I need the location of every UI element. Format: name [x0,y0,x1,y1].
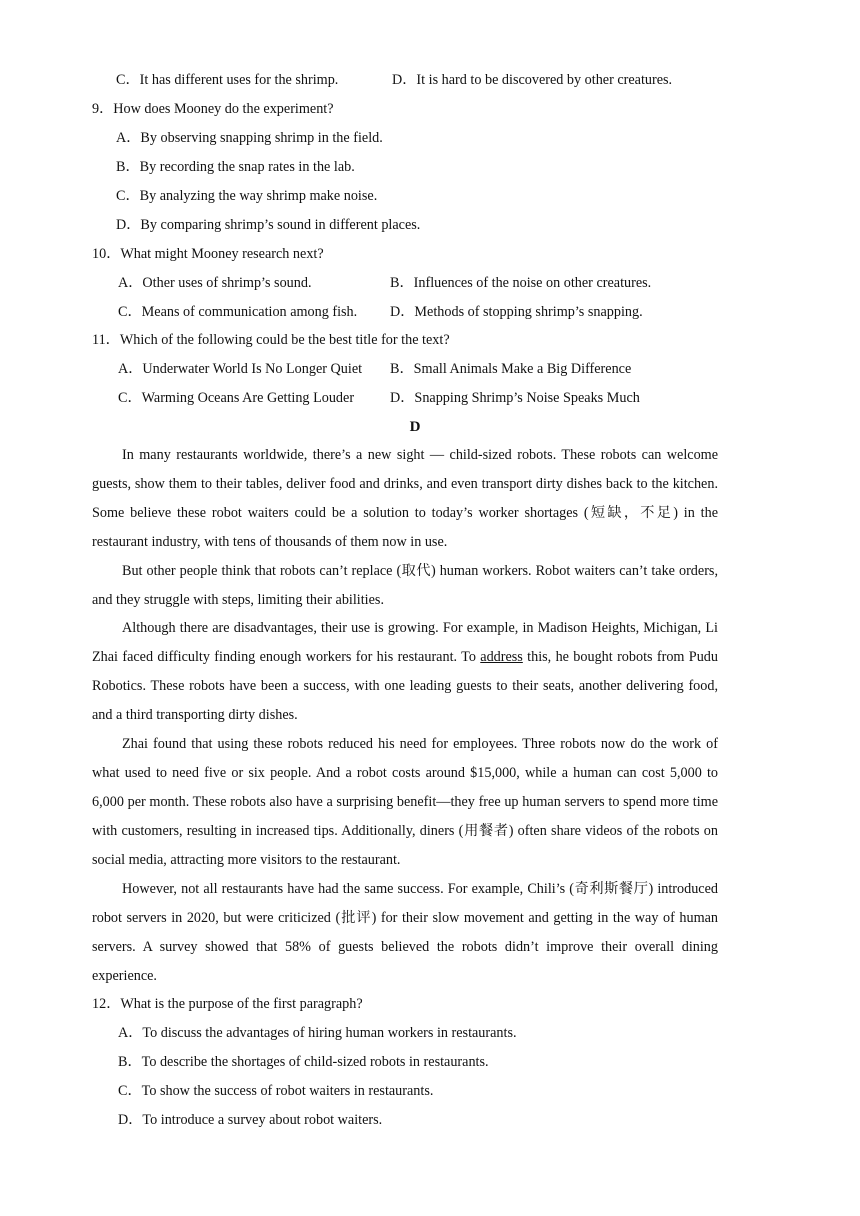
underlined-word: address [480,649,523,665]
passage-paragraph-5: However, not all restaurants have had the same success. For example, Chili’s (奇利斯餐厅) introduced robot servers in 2020, but were criticized (批评) for their slow movement and getting in the way of human servers. A survey showed that 58% of guests believed the robots didn’t improve their overall dining experience. [92,881,718,984]
q10-option-a: A．Other uses of shrimp’s sound. [118,275,312,291]
q9-option-c: C．By analyzing the way shrimp make noise. [116,188,378,204]
q9-option-a: A．By observing snapping shrimp in the field. [116,130,383,146]
passage-paragraph-3 [92,614,718,730]
q11-option-b: B．Small Animals Make a Big Difference [390,361,632,377]
q12-option-c: C．To show the success of robot waiters in restaurants. [118,1083,434,1099]
q9-option-b: B．By recording the snap rates in the lab. [116,159,355,175]
q10-option-d: D．Methods of stopping shrimp’s snapping. [390,304,643,320]
q12-option-d: D．To introduce a survey about robot waiters. [118,1112,383,1128]
q9-stem: 9．How does Mooney do the experiment? [92,101,334,117]
paragraph-3-text-start: Although there are disadvantages, their use is growing. For example, in Madison Heights, Michigan, Li Zhai faced difficulty finding enough workers for his restaurant. To [92,620,718,665]
q11-stem: 11．Which of the following could be the best title for the text? [92,332,450,348]
q12-option-b: B．To describe the shortages of child-sized robots in restaurants. [118,1054,489,1070]
q10-stem: 10．What might Mooney research next? [92,246,324,262]
passage-paragraph-1: In many restaurants worldwide, there’s a new sight — child-sized robots. These robots can welcome guests, show them to their tables, deliver food and drinks, and even transport dirty dishes back to the kitchen. Some believe these robot waiters could be a solution to today’s worker shortages (短缺，不足) in the restaurant industry, with tens of thousands of them now in use. [92,447,718,550]
passage-paragraph-2: But other people think that robots can’t replace (取代) human workers. Robot waiters can’t take orders, and they struggle with steps, limiting their abilities. [92,563,718,608]
q10-option-c: C．Means of communication among fish. [118,304,358,320]
q11-option-a: A．Underwater World Is No Longer Quiet [118,361,363,377]
q10-option-b: B．Influences of the noise on other creatures. [390,275,652,291]
q8-option-d: D．It is hard to be discovered by other creatures. [392,72,673,88]
q8-option-c: C．It has different uses for the shrimp. [116,72,339,88]
paragraph-3-text-end: this, he bought robots from Pudu Robotics. These robots have been a success, with one leading guests to their seats, another delivering food, and a third transporting dirty dishes. [92,649,718,723]
q12-stem: 12．What is the purpose of the first paragraph? [92,996,363,1012]
section-heading: D [409,419,421,435]
q11-option-d: D．Snapping Shrimp’s Noise Speaks Much [390,390,640,406]
q9-option-d: D．By comparing shrimp’s sound in different places. [116,217,421,233]
passage-paragraph-4: Zhai found that using these robots reduced his need for employees. Three robots now do the work of what used to need five or six people. And a robot costs around $15,000, while a human can cost 5,000 to 6,000 per month. These robots also have a surprising benefit—they free up human servers to spend more time with customers, resulting in increased tips. Additionally, diners (用餐者) often share videos of the robots on social media, attracting more visitors to the restaurant. [92,736,718,868]
q12-option-a: A．To discuss the advantages of hiring human workers in restaurants. [118,1025,517,1041]
q11-option-c: C．Warming Oceans Are Getting Louder [118,390,355,406]
